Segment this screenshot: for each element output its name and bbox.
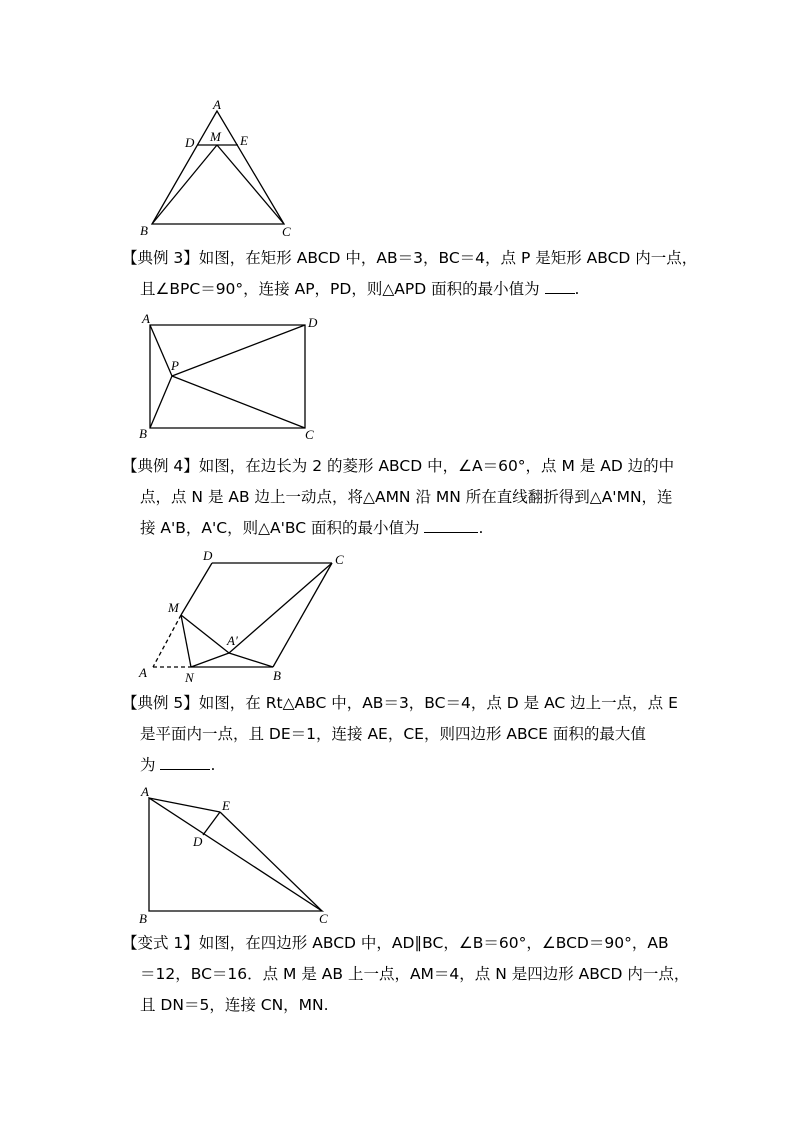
segment-bp [150,376,172,428]
segment-dm [181,563,212,615]
example-4-line-1-text: 如图，在边长为 2 的菱形 ABCD 中，∠A＝60°，点 M 是 AD 边的中 [198,457,675,475]
example-5-line-3 [122,750,692,781]
segment-ed [203,812,220,835]
label-b: B [273,668,281,683]
example-5-text [122,688,692,781]
figure-rhombus-abcd [135,545,365,685]
variant-1-line-3-text: 且 DN＝5，连接 CN，MN. [140,996,329,1014]
example-3-line-1-text: 如图，在矩形 ABCD 中，AB＝3，BC＝4，点 P 是矩形 ABCD 内一点， [198,249,698,267]
example-3-text [122,243,698,305]
example-3-line-2 [122,274,692,305]
segment-bm [152,145,217,224]
variant-1-line-2 [122,959,692,990]
label-c: C [282,224,291,239]
segment-pc [172,376,305,428]
label-e: E [240,133,248,148]
segment-cb [273,563,332,667]
segment-a2b [229,653,273,667]
triangle-abc-outline [149,798,322,911]
segment-ma2 [181,615,229,653]
figure-triangle-abc [130,95,300,240]
example-4-line-3-text: 接 A'B，A'C，则△A'BC 面积的最小值为 [140,519,420,537]
variant-1-line-1-text: 如图，在四边形 ABCD 中，AD∥BC，∠B＝60°，∠BCD＝90°，AB [198,934,669,952]
triangle-abc-outline [152,111,284,224]
label-c: C [335,552,344,567]
segment-na2 [191,653,229,667]
label-b: B [139,911,147,926]
label-d: D [185,135,195,150]
example-5-line-1-text: 如图，在 Rt△ABC 中，AB＝3，BC＝4，点 D 是 AC 边上一点，点 E [198,694,678,712]
figure-rectangle-abcd [135,310,330,445]
variant-1-line-3 [122,990,692,1021]
example-5-line-3-text: 为 [140,756,156,774]
example-5-line-3-end: . [210,756,216,774]
label-a: A [142,311,150,326]
label-d: D [308,315,318,330]
label-n: N [185,670,194,685]
variant-1-text [122,928,692,1021]
label-c: C [319,911,328,926]
label-m: M [168,600,179,615]
label-a: A [141,784,149,799]
segment-ap [150,325,172,376]
label-d: D [203,548,213,563]
variant-1-line-2-text: ＝12，BC＝16．点 M 是 AB 上一点，AM＝4，点 N 是四边形 ABCD 内一点， [140,965,690,983]
example-3-line-1 [122,243,698,274]
label-a-prime: A′ [227,633,238,648]
example-4-line-3-end: . [478,519,484,537]
example-4-tag: 【典例 4】 [122,457,199,475]
label-m: M [210,129,221,144]
label-b: B [140,223,148,238]
example-4-line-3 [122,513,692,544]
answer-blank-example-3[interactable] [545,279,575,294]
example-4-line-1 [122,451,692,482]
example-3-tag: 【典例 3】 [122,249,199,267]
answer-blank-example-4[interactable] [424,518,478,533]
label-e: E [222,798,230,813]
example-5-line-2 [122,719,692,750]
variant-1-tag: 【变式 1】 [122,934,199,952]
label-a: A [139,665,147,680]
example-5-tag: 【典例 5】 [122,694,199,712]
example-5-line-1 [122,688,692,719]
segment-mn [181,615,191,667]
answer-blank-example-5[interactable] [160,755,210,770]
example-4-text [122,451,692,544]
example-5-line-2-text: 是平面内一点，且 DE＝1，连接 AE，CE，则四边形 ABCE 面积的最大值 [140,725,646,743]
label-b: B [139,426,147,441]
segment-ma-dashed [153,615,181,667]
label-p: P [171,358,179,373]
example-3-line-2-end: . [574,280,580,298]
segment-ec [220,812,322,911]
segment-a2c [229,563,332,653]
example-3-line-2-text: 且∠BPC＝90°，连接 AP，PD，则△APD 面积的最小值为 [140,280,540,298]
label-c: C [305,427,314,442]
label-a: A [213,97,221,112]
figure-right-triangle-abc [135,783,335,928]
segment-pd [172,325,305,376]
variant-1-line-1 [122,928,692,959]
segment-cm [217,145,284,224]
example-4-line-2 [122,482,692,513]
example-4-line-2-text: 点，点 N 是 AB 边上一动点，将△AMN 沿 MN 所在直线翻折得到△A'MN，连 [140,488,673,506]
label-d: D [193,834,203,849]
